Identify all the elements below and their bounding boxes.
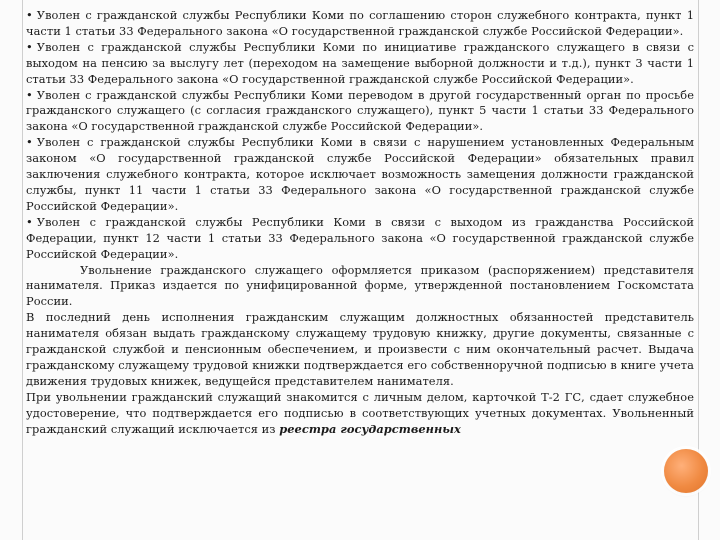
paragraph-dismissal-order: Увольнение гражданского служащего оформляется приказом (распоряжением) представителя нанимателя. Приказ издается по унифицированной форме, утвержденной постановлением Госкомстата России. — [26, 262, 694, 309]
paragraph-text: При увольнении гражданский служащий знакомится с личным делом, карточкой Т-2 ГС, сдает служебное удостоверение, что подтверждается его подписью в соответствующих учетных документах. Увольненный гражданский служащий исключается из — [26, 389, 694, 436]
bullet-icon: • — [26, 39, 33, 54]
orange-circle-decoration — [664, 449, 708, 493]
paragraph-bullet-5 — [26, 215, 694, 263]
paragraph-text: Уволен с гражданской службы Республики Коми по инициативе гражданского служащего в связи с выходом на пенсию за выслугу лет (переходом на замещение выборной должности и т.д.), пункт 3 части 1 статьи 33 Федерального закона «О государственной гражданской службе Российской Федерации». — [26, 39, 694, 86]
paragraph-personal-file — [26, 390, 694, 438]
document-body — [26, 8, 694, 437]
paragraph-bullet-4 — [26, 135, 694, 215]
paragraph-bullet-3 — [26, 88, 694, 136]
bullet-icon: • — [26, 87, 33, 102]
paragraph-text: Уволен с гражданской службы Республики Коми по соглашению сторон служебного контракта, пункт 1 части 1 статьи 33 Федерального закона «О государственной гражданской службе Российской Федерации». — [26, 8, 694, 38]
left-margin-line — [22, 0, 23, 540]
bullet-icon: • — [26, 8, 33, 22]
paragraph-last-day: В последний день исполнения гражданским служащим должностных обязанностей представитель нанимателя обязан выдать гражданскому служащему трудовую книжку, другие документы, связанные с гражданской службой и пенсионным обеспечением, и произвести с ним окончательный расчет. Выдача гражданскому служащему трудовой книжки подтверждается его собственноручной подписью в книге учета движения трудовых книжек, ведущейся представителем нанимателя. — [26, 310, 694, 388]
bullet-icon: • — [26, 214, 33, 229]
paragraph-text: Уволен с гражданской службы Республики Коми переводом в другой государственный орган по просьбе гражданского служащего (с согласия гражданского служащего), пункт 5 части 1 статьи 33 Федерального закона «О государственной гражданской службе Российской Федерации». — [26, 87, 694, 134]
paragraph-text: Уволен с гражданской службы Республики Коми в связи с нарушением установленных Федеральным законом «О государственной гражданской службе Российской Федерации» обязательных правил заключения служебного контракта, которое исключает возможность замещения должности гражданской службы, пункт 11 части 1 статьи 33 Федерального закона «О государственной гражданской службе Российской Федерации». — [26, 135, 694, 213]
bullet-icon: • — [26, 135, 33, 150]
paragraph-bullet-2 — [26, 40, 694, 88]
paragraph-text: Уволен с гражданской службы Республики Коми в связи с выходом из гражданства Российской Федерации, пункт 12 части 1 статьи 33 Федерального закона «О государственной гражданской службе Российской Федерации». — [26, 214, 694, 261]
paragraph-bullet-1 — [26, 8, 694, 40]
emphasized-text: реестра государственных — [279, 421, 461, 436]
